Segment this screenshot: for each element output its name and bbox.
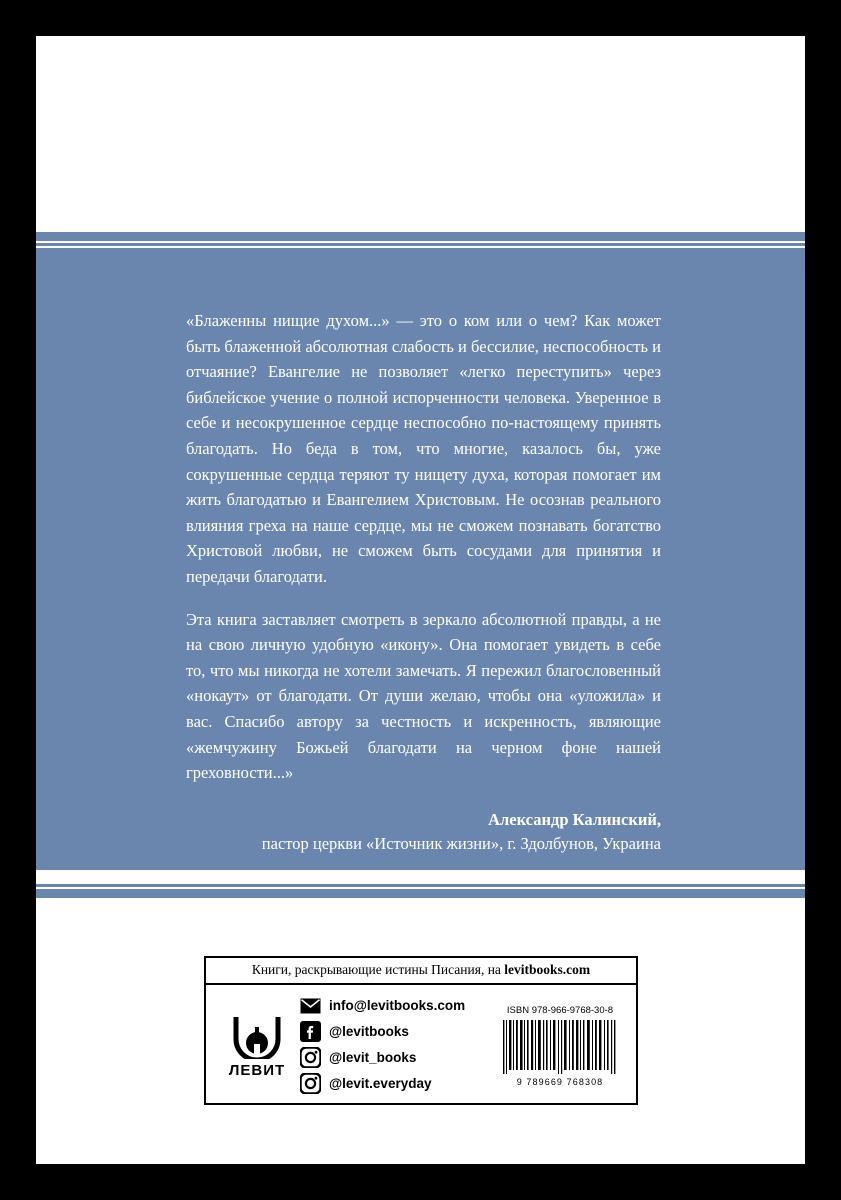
blurb-paragraph-1: «Блаженны нищие духом...» — это о ком или о чем? Как может быть блаженной абсолютная слабость и бессилие, неспособность и отчаяние? Евангелие не позволяет «легко переступить» через библейское учение о полной испорченности человека. Уверенное в себе и несокрушенное сердце неспособно по-настоящему принять благодать. Но беда в том, что многие, казалось бы, уже сокрушенные сердца теряют ту нищету духа, которая помогает им жить благодатью и Евангелием Христовым. Не осознав реального влияния греха на наше сердце, мы не сможем познавать богатство Христовой любви, не сможем быть сосудами для принятия и передачи благодати. bbox=[186, 311, 661, 586]
contact-instagram-everyday-text: @levit.everyday bbox=[329, 1076, 432, 1091]
contact-row-instagram-books[interactable] bbox=[300, 1045, 490, 1070]
levit-logo-icon bbox=[230, 1013, 284, 1059]
isbn-number: ISBN 978-966-9768-30-8 bbox=[506, 1005, 614, 1016]
contact-instagram-books-text: @levit_books bbox=[329, 1050, 417, 1065]
publisher-box-body bbox=[206, 985, 636, 1103]
instagram-icon bbox=[300, 1073, 321, 1094]
contact-row-facebook[interactable] bbox=[300, 1019, 490, 1044]
instagram-icon bbox=[300, 1047, 321, 1068]
isbn-block bbox=[490, 991, 630, 1097]
publisher-website[interactable]: levitbooks.com bbox=[504, 962, 591, 977]
contact-facebook-text: @levitbooks bbox=[329, 1024, 409, 1039]
publisher-contacts bbox=[300, 991, 490, 1097]
panel-rule-bottom-thin bbox=[36, 884, 805, 887]
endorser-title: пастор церкви «Источник жизни», г. Здолбунов, Украина bbox=[261, 833, 661, 853]
contact-email-text: info@levitbooks.com bbox=[329, 998, 466, 1013]
publisher-tagline-text: Книги, раскрывающие истины Писания, на bbox=[251, 962, 505, 977]
publisher-logo-text: ЛЕВИТ bbox=[228, 1062, 286, 1079]
barcode-digits: 9 789669 768308 bbox=[516, 1077, 604, 1087]
email-icon bbox=[300, 995, 321, 1016]
panel-rule-top-thin bbox=[36, 243, 805, 246]
barcode-image bbox=[501, 1020, 619, 1076]
blurb-panel bbox=[36, 232, 805, 898]
blurb-paragraph-2: Эта книга заставляет смотреть в зеркало абсолютной правды, а не на свою личную удобную «икону». Она помогает увидеть в себе то, что мы никогда не хотели замечать. Я пережил благословенный «нокаут» от благодати. От души желаю, чтобы она «уложила» и вас. Спасибо автору за честность и искренность, являющие «жемчужину Божьей благодати на черном фоне нашей греховности...» bbox=[186, 609, 661, 783]
publisher-logo bbox=[214, 991, 300, 1097]
panel-rule-top bbox=[36, 232, 805, 241]
facebook-icon bbox=[300, 1021, 321, 1042]
publisher-info-box bbox=[204, 956, 638, 1105]
book-back-cover bbox=[36, 36, 805, 1164]
endorser-name: Александр Калинский, bbox=[488, 809, 661, 829]
endorsement-attribution bbox=[186, 808, 661, 856]
blurb-text bbox=[186, 308, 661, 856]
panel-rule-bottom bbox=[36, 889, 805, 898]
contact-row-instagram-everyday[interactable] bbox=[300, 1071, 490, 1096]
contact-row-email[interactable] bbox=[300, 993, 490, 1018]
publisher-tagline bbox=[206, 958, 636, 985]
